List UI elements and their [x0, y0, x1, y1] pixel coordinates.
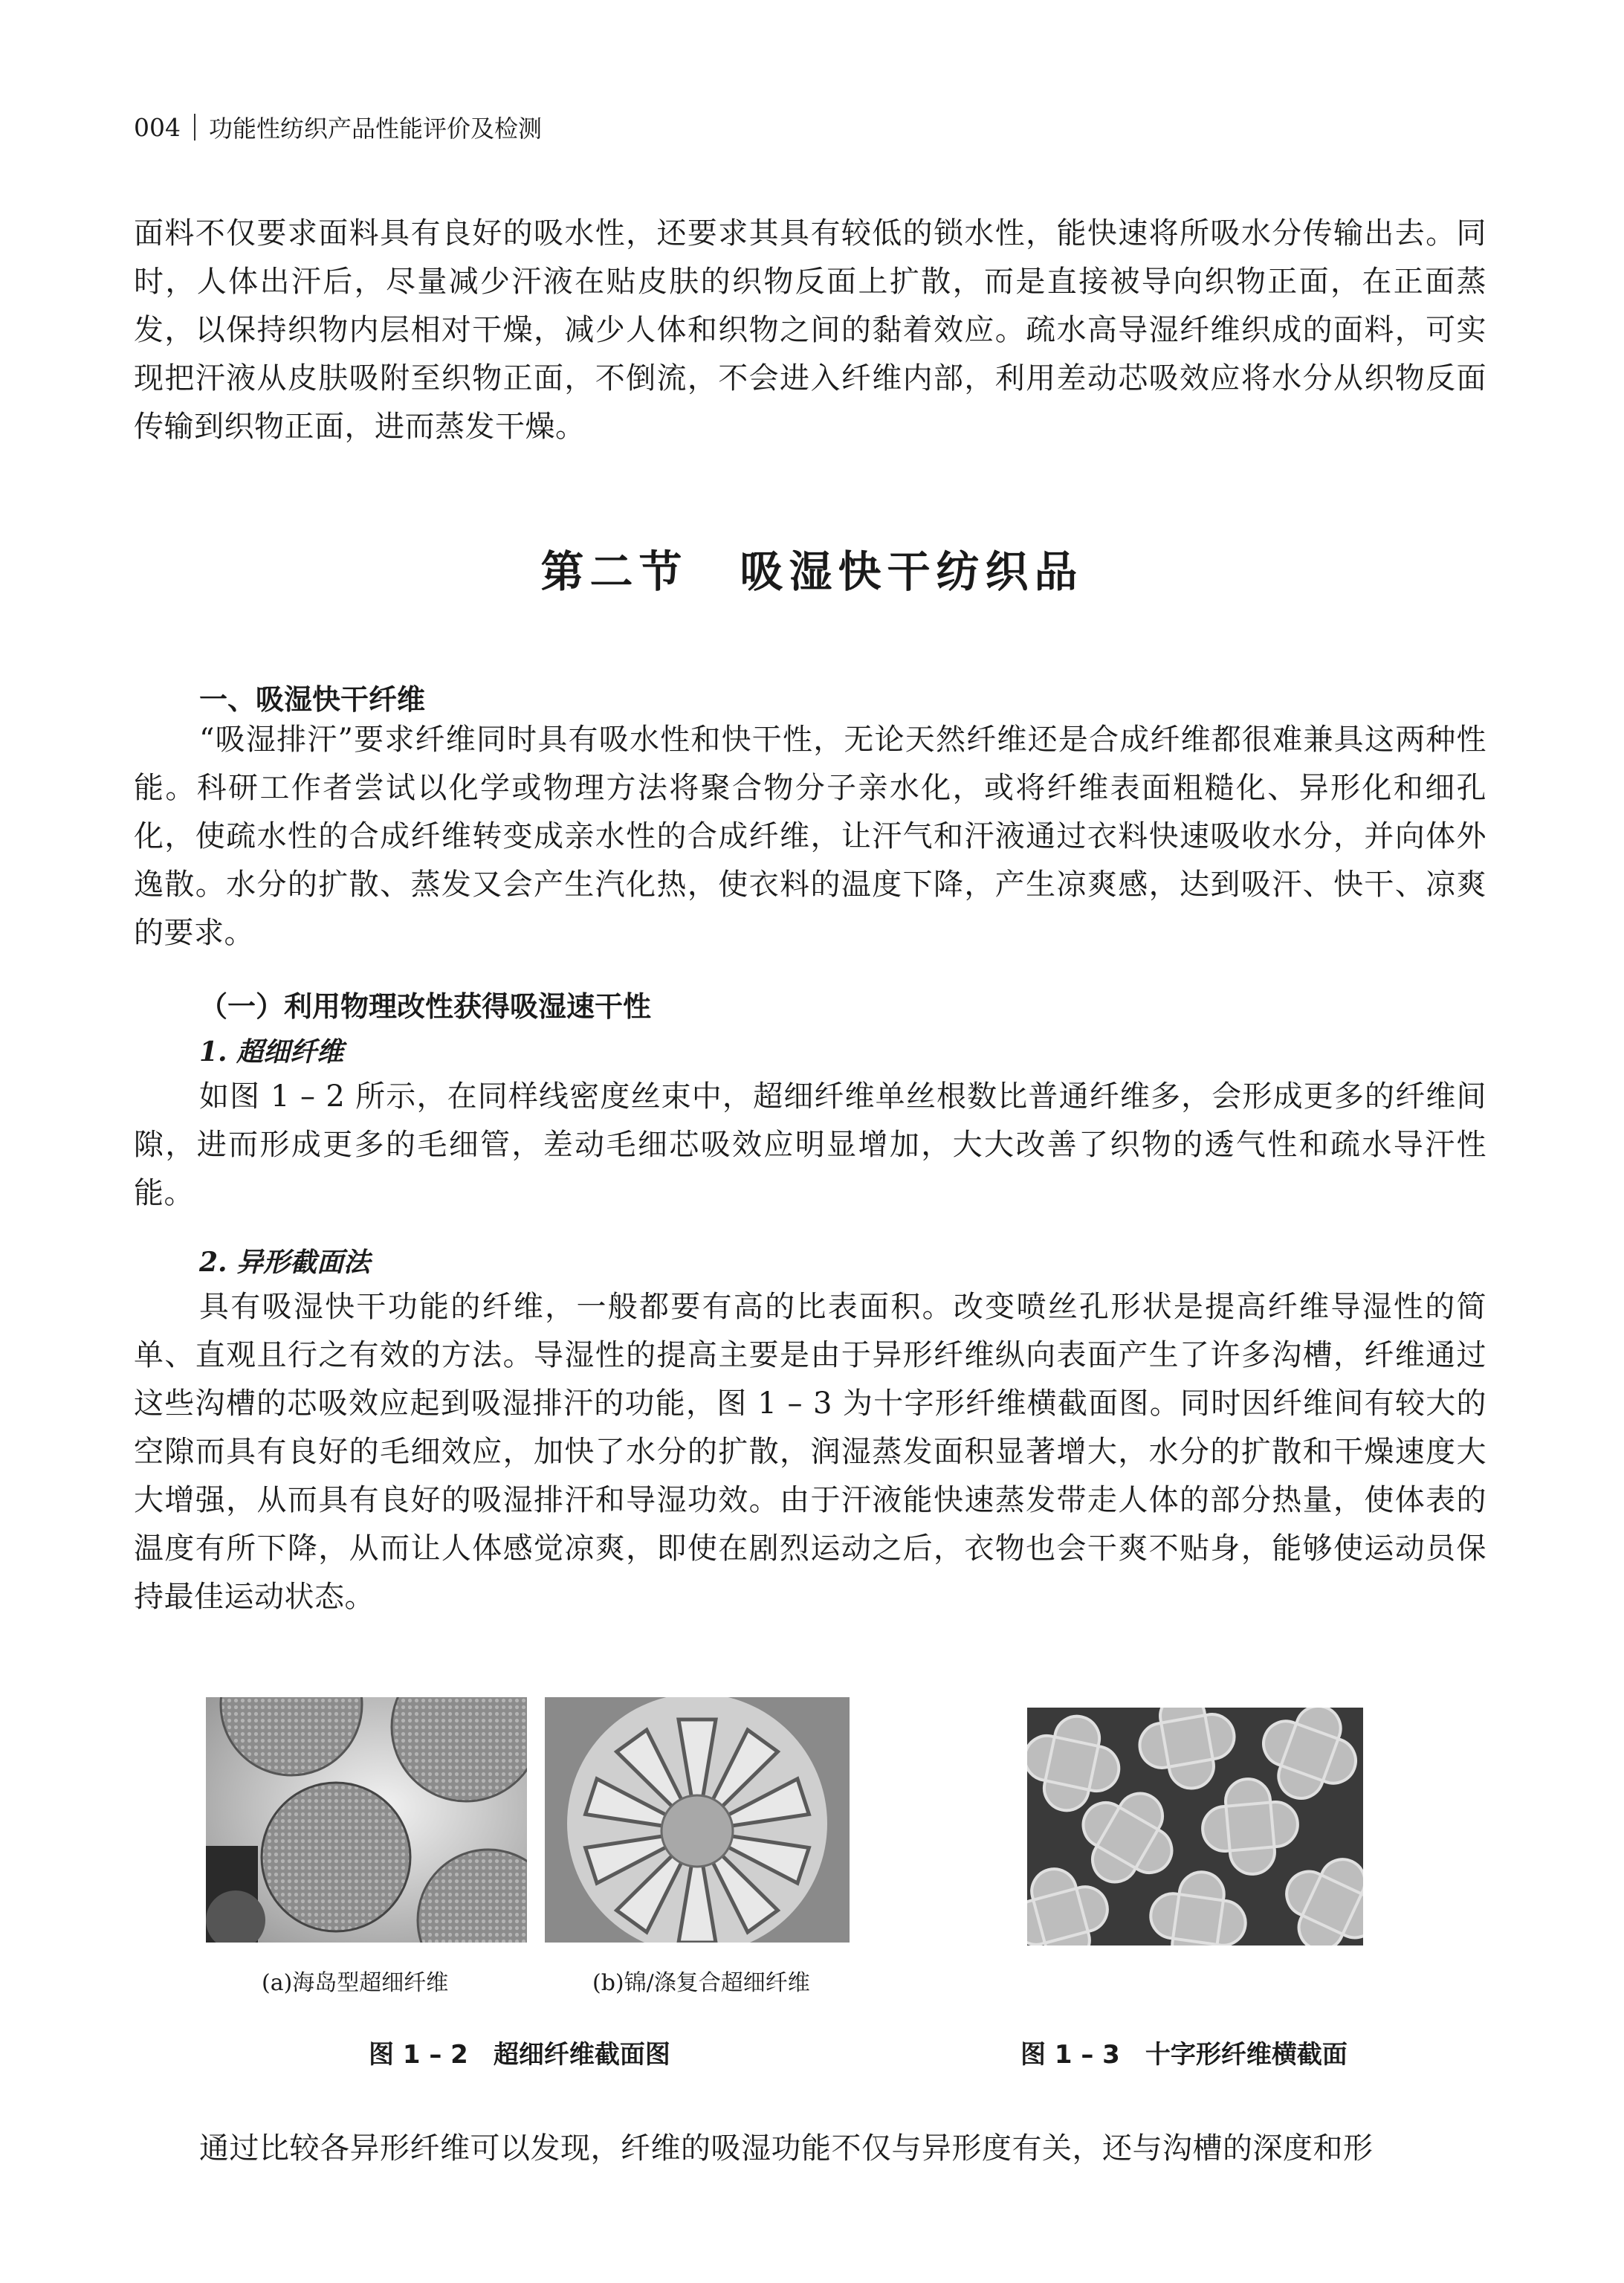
composite-fiber-image	[545, 1697, 850, 1943]
running-head	[134, 110, 542, 144]
sea-island-fiber-image	[206, 1697, 527, 1943]
section-number: 第二节	[540, 546, 688, 597]
page-number: 004	[134, 112, 181, 142]
fig-1-3-caption: 图 1 – 3 十字形纤维横截面	[1020, 2040, 1348, 2070]
subsection-paragraph: “吸湿排汗”要求纤维同时具有吸水性和快干性，无论天然纤维还是合成纤维都很难兼具这两种性能。科研工作者尝试以化学或物理方法将聚合物分子亲水化，或将纤维表面粗糙化、异形化和细孔化，使疏水性的合成纤维转变成亲水性的合成纤维，让汗气和汗液通过衣料快速吸收水分，并向体外逸散。水分的扩散、蒸发又会产生汽化热，使衣料的温度下降，产生凉爽感，达到吸汗、快干、凉爽的要求。	[134, 723, 1486, 950]
fig-1-2b-subcaption: (b)锦/涤复合超细纤维	[592, 1970, 810, 1996]
item-2-heading: 2. 异形截面法	[199, 1247, 371, 1278]
item-1-paragraph: 如图 1 – 2 所示，在同样线密度丝束中，超细纤维单丝根数比普通纤维多，会形成更多的纤维间隙，进而形成更多的毛细管，差动毛细芯吸效应明显增加，大大改善了织物的透气性和疏水导汗性能。	[134, 1079, 1486, 1210]
section-name: 吸湿快干纺织品	[740, 546, 1084, 597]
cross-shaped-fiber-image	[1027, 1708, 1363, 1945]
fig-1-2-caption: 图 1 – 2 超细纤维截面图	[369, 2040, 670, 2070]
subsection-heading: 一、吸湿快干纤维	[199, 683, 426, 716]
fig-1-2a-subcaption: (a)海岛型超细纤维	[262, 1970, 449, 1996]
section-title	[0, 537, 1624, 599]
subsubsection-heading: （一）利用物理改性获得吸湿速干性	[199, 990, 652, 1023]
item-1-heading: 1. 超细纤维	[199, 1036, 344, 1068]
item-2-paragraph: 具有吸湿快干功能的纤维，一般都要有高的比表面积。改变喷丝孔形状是提高纤维导湿性的简单、直观且行之有效的方法。导湿性的提高主要是由于异形纤维纵向表面产生了许多沟槽，纤维通过这些沟槽的芯吸效应起到吸湿排汗的功能，图 1 – 3 为十字形纤维横截面图。同时因纤维间有较大的空隙而具有良好的毛细效应，加快了水分的扩散，润湿蒸发面积显著增大，水分的扩散和干燥速度大大增强，从而具有良好的吸湿排汗和导湿功效。由于汗液能快速蒸发带走人体的部分热量，使体表的温度有所下降，从而让人体感觉凉爽，即使在剧烈运动之后，衣物也会干爽不贴身，能够使运动员保持最佳运动状态。	[134, 1290, 1486, 1614]
book-title: 功能性纺织产品性能评价及检测	[209, 114, 543, 143]
intro-paragraph: 面料不仅要求面料具有良好的吸水性，还要求其具有较低的锁水性，能快速将所吸水分传输出去。同时，人体出汗后，尽量减少汗液在贴皮肤的织物反面上扩散，而是直接被导向织物正面，在正面蒸发，以保持织物内层相对干燥，减少人体和织物之间的黏着效应。疏水高导湿纤维织成的面料，可实现把汗液从皮肤吸附至织物正面，不倒流，不会进入纤维内部，利用差动芯吸效应将水分从织物反面传输到织物正面，进而蒸发干燥。	[134, 216, 1486, 444]
header-divider	[194, 114, 195, 141]
closing-paragraph: 通过比较各异形纤维可以发现，纤维的吸湿功能不仅与异形度有关，还与沟槽的深度和形	[199, 2131, 1374, 2166]
